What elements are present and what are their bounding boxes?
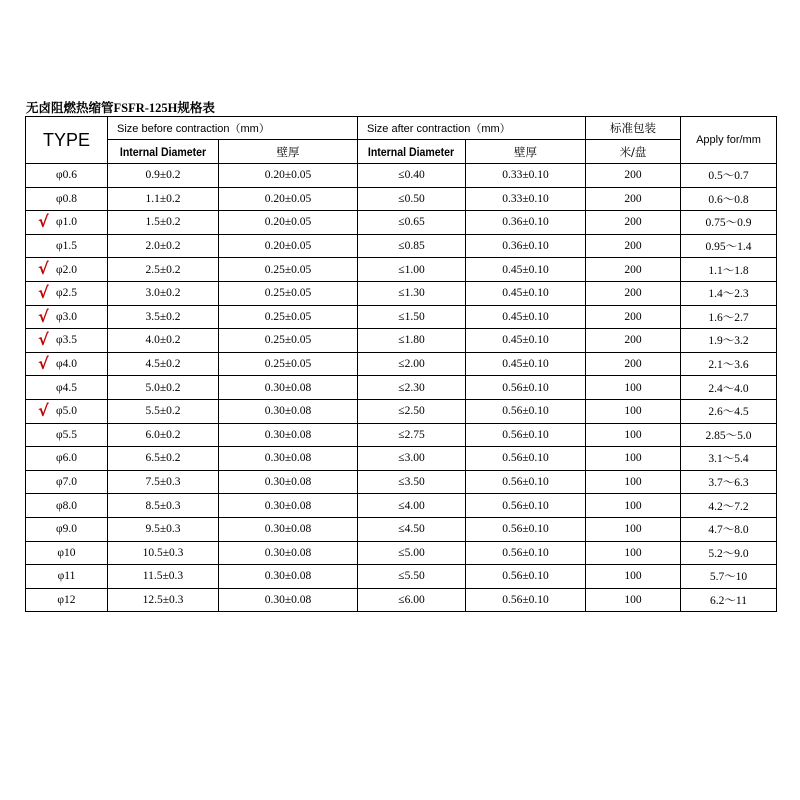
row-type [26, 565, 108, 589]
row-before-wall: 0.20±0.05 [219, 187, 358, 211]
row-type-label: φ2.5 [55, 287, 77, 300]
row-after-wall: 0.45±0.10 [466, 281, 586, 305]
row-before-wall: 0.30±0.08 [219, 565, 358, 589]
row-after-internal-diameter: ≤5.00 [358, 541, 466, 565]
header-before-wall: 壁厚 [219, 140, 358, 164]
table-row [26, 565, 777, 589]
row-standard-packing: 100 [586, 447, 681, 471]
row-after-internal-diameter: ≤1.00 [358, 258, 466, 282]
header-apply-for: Apply for/mm [681, 117, 777, 164]
row-standard-packing: 100 [586, 399, 681, 423]
row-after-wall: 0.56±0.10 [466, 447, 586, 471]
table-row [26, 329, 777, 353]
row-type-label: φ9.0 [55, 523, 77, 536]
row-before-wall: 0.30±0.08 [219, 588, 358, 612]
row-type [26, 541, 108, 565]
row-apply-for: 1.4～2.3 [681, 281, 777, 305]
row-after-internal-diameter: ≤0.40 [358, 164, 466, 188]
row-after-internal-diameter: ≤2.75 [358, 423, 466, 447]
row-standard-packing: 200 [586, 211, 681, 235]
row-type-label: φ4.5 [55, 381, 77, 394]
row-after-wall: 0.33±0.10 [466, 187, 586, 211]
row-type-label: φ2.0 [55, 263, 77, 276]
check-mark-icon: √ [38, 306, 49, 326]
row-after-wall: 0.56±0.10 [466, 399, 586, 423]
row-before-internal-diameter: 5.5±0.2 [108, 399, 219, 423]
table-row [26, 494, 777, 518]
row-standard-packing: 200 [586, 352, 681, 376]
table-row [26, 517, 777, 541]
table-row [26, 164, 777, 188]
row-after-internal-diameter: ≤1.50 [358, 305, 466, 329]
row-apply-for: 1.9～3.2 [681, 329, 777, 353]
row-before-wall: 0.30±0.08 [219, 399, 358, 423]
row-after-wall: 0.56±0.10 [466, 376, 586, 400]
header-before-internal-diameter: Internal Diameter [119, 144, 207, 159]
row-type-label: φ0.8 [55, 192, 77, 205]
row-standard-packing: 200 [586, 164, 681, 188]
table-row [26, 258, 777, 282]
header-after-wall: 壁厚 [466, 140, 586, 164]
header-pack-unit: 米/盘 [586, 140, 681, 164]
row-standard-packing: 200 [586, 234, 681, 258]
row-before-wall: 0.30±0.08 [219, 376, 358, 400]
row-standard-packing: 100 [586, 565, 681, 589]
row-standard-packing: 100 [586, 470, 681, 494]
row-before-wall: 0.25±0.05 [219, 258, 358, 282]
row-type [26, 376, 108, 400]
row-type [26, 517, 108, 541]
row-before-internal-diameter: 8.5±0.3 [108, 494, 219, 518]
row-apply-for: 0.95～1.4 [681, 234, 777, 258]
row-before-internal-diameter: 2.0±0.2 [108, 234, 219, 258]
row-after-internal-diameter: ≤1.30 [358, 281, 466, 305]
row-after-internal-diameter: ≤1.80 [358, 329, 466, 353]
row-before-wall: 0.20±0.05 [219, 164, 358, 188]
table-row [26, 376, 777, 400]
row-before-wall: 0.30±0.08 [219, 494, 358, 518]
header-size-after: Size after contraction（mm） [358, 117, 586, 140]
row-before-wall: 0.20±0.05 [219, 234, 358, 258]
row-standard-packing: 200 [586, 281, 681, 305]
row-after-internal-diameter: ≤6.00 [358, 588, 466, 612]
table-row [26, 234, 777, 258]
row-type [26, 352, 108, 376]
row-after-internal-diameter: ≤0.65 [358, 211, 466, 235]
row-type-label: φ3.0 [55, 310, 77, 323]
row-type [26, 423, 108, 447]
row-apply-for: 6.2～11 [681, 588, 777, 612]
row-type-label: φ5.0 [55, 405, 77, 418]
row-apply-for: 4.2～7.2 [681, 494, 777, 518]
check-mark-icon: √ [38, 259, 49, 279]
header-after-internal-diameter: Internal Diameter [368, 144, 455, 159]
row-apply-for: 5.7～10 [681, 565, 777, 589]
header-row-2 [26, 140, 777, 164]
row-apply-for: 2.85～5.0 [681, 423, 777, 447]
table-row [26, 541, 777, 565]
check-mark-icon: √ [38, 212, 49, 232]
row-type [26, 234, 108, 258]
row-standard-packing: 100 [586, 541, 681, 565]
table-row [26, 211, 777, 235]
row-before-internal-diameter: 6.0±0.2 [108, 423, 219, 447]
row-type [26, 305, 108, 329]
row-before-wall: 0.25±0.05 [219, 329, 358, 353]
table-row [26, 281, 777, 305]
row-after-wall: 0.56±0.10 [466, 494, 586, 518]
row-before-wall: 0.20±0.05 [219, 211, 358, 235]
row-before-wall: 0.30±0.08 [219, 541, 358, 565]
row-type-label: φ6.0 [55, 452, 77, 465]
row-type-label: φ7.0 [55, 476, 77, 489]
check-mark-icon: √ [38, 400, 49, 420]
row-standard-packing: 200 [586, 187, 681, 211]
row-standard-packing: 100 [586, 588, 681, 612]
row-after-wall: 0.56±0.10 [466, 423, 586, 447]
row-before-internal-diameter: 6.5±0.2 [108, 447, 219, 471]
table-row [26, 187, 777, 211]
row-before-internal-diameter: 2.5±0.2 [108, 258, 219, 282]
row-apply-for: 2.1～3.6 [681, 352, 777, 376]
row-after-wall: 0.36±0.10 [466, 211, 586, 235]
row-before-wall: 0.25±0.05 [219, 281, 358, 305]
row-before-internal-diameter: 1.1±0.2 [108, 187, 219, 211]
row-before-internal-diameter: 7.5±0.3 [108, 470, 219, 494]
row-type-label: φ0.6 [55, 169, 77, 182]
row-before-internal-diameter: 4.0±0.2 [108, 329, 219, 353]
row-type-label: φ8.0 [55, 499, 77, 512]
row-after-internal-diameter: ≤2.50 [358, 399, 466, 423]
row-apply-for: 1.1～1.8 [681, 258, 777, 282]
header-standard-packing: 标准包装 [586, 117, 681, 140]
row-after-wall: 0.56±0.10 [466, 565, 586, 589]
row-apply-for: 5.2～9.0 [681, 541, 777, 565]
row-apply-for: 1.6～2.7 [681, 305, 777, 329]
row-before-internal-diameter: 1.5±0.2 [108, 211, 219, 235]
row-before-wall: 0.30±0.08 [219, 447, 358, 471]
row-type [26, 211, 108, 235]
row-apply-for: 4.7～8.0 [681, 517, 777, 541]
row-type [26, 258, 108, 282]
row-after-wall: 0.45±0.10 [466, 352, 586, 376]
row-before-wall: 0.30±0.08 [219, 423, 358, 447]
row-after-wall: 0.45±0.10 [466, 305, 586, 329]
header-row-1 [26, 117, 777, 140]
row-before-internal-diameter: 3.5±0.2 [108, 305, 219, 329]
row-after-internal-diameter: ≤2.00 [358, 352, 466, 376]
row-type [26, 588, 108, 612]
row-type [26, 164, 108, 188]
row-type-label: φ1.5 [55, 240, 77, 253]
row-after-wall: 0.36±0.10 [466, 234, 586, 258]
row-after-internal-diameter: ≤5.50 [358, 565, 466, 589]
row-after-wall: 0.56±0.10 [466, 517, 586, 541]
row-after-wall: 0.56±0.10 [466, 588, 586, 612]
table-row [26, 352, 777, 376]
table-row [26, 588, 777, 612]
table-title: 无卤阻燃热缩管FSFR-125H规格表 [26, 101, 215, 115]
header-size-before: Size before contraction（mm） [108, 117, 358, 140]
row-before-wall: 0.25±0.05 [219, 305, 358, 329]
row-type [26, 329, 108, 353]
row-apply-for: 0.5～0.7 [681, 164, 777, 188]
row-type [26, 447, 108, 471]
table-row [26, 305, 777, 329]
row-after-internal-diameter: ≤0.50 [358, 187, 466, 211]
row-before-wall: 0.30±0.08 [219, 470, 358, 494]
row-standard-packing: 200 [586, 305, 681, 329]
header-after-internal-diameter-cell [358, 140, 466, 164]
row-type [26, 494, 108, 518]
row-standard-packing: 100 [586, 517, 681, 541]
row-standard-packing: 200 [586, 329, 681, 353]
row-before-internal-diameter: 5.0±0.2 [108, 376, 219, 400]
row-after-wall: 0.56±0.10 [466, 541, 586, 565]
row-type [26, 470, 108, 494]
row-before-internal-diameter: 3.0±0.2 [108, 281, 219, 305]
row-type-label: φ11 [57, 570, 76, 583]
row-after-internal-diameter: ≤0.85 [358, 234, 466, 258]
row-apply-for: 2.6～4.5 [681, 399, 777, 423]
row-after-internal-diameter: ≤4.50 [358, 517, 466, 541]
table-row [26, 423, 777, 447]
table-row [26, 470, 777, 494]
header-before-internal-diameter-cell [108, 140, 219, 164]
table-row [26, 447, 777, 471]
row-apply-for: 3.7～6.3 [681, 470, 777, 494]
row-after-internal-diameter: ≤4.00 [358, 494, 466, 518]
row-standard-packing: 100 [586, 494, 681, 518]
row-apply-for: 3.1～5.4 [681, 447, 777, 471]
check-mark-icon: √ [38, 282, 49, 302]
row-apply-for: 0.75～0.9 [681, 211, 777, 235]
row-before-internal-diameter: 4.5±0.2 [108, 352, 219, 376]
row-after-internal-diameter: ≤3.50 [358, 470, 466, 494]
row-after-internal-diameter: ≤2.30 [358, 376, 466, 400]
header-type: TYPE [26, 117, 108, 164]
row-before-internal-diameter: 11.5±0.3 [108, 565, 219, 589]
row-type-label: φ3.5 [55, 334, 77, 347]
row-type-label: φ4.0 [55, 358, 77, 371]
row-type-label: φ12 [57, 593, 76, 606]
check-mark-icon: √ [38, 353, 49, 373]
row-type-label: φ1.0 [55, 216, 77, 229]
row-after-wall: 0.45±0.10 [466, 258, 586, 282]
row-type-label: φ10 [57, 546, 76, 559]
row-type [26, 399, 108, 423]
row-standard-packing: 100 [586, 376, 681, 400]
check-mark-icon: √ [38, 330, 49, 350]
row-before-internal-diameter: 0.9±0.2 [108, 164, 219, 188]
row-after-wall: 0.45±0.10 [466, 329, 586, 353]
spec-table [25, 116, 777, 612]
row-after-wall: 0.33±0.10 [466, 164, 586, 188]
row-before-internal-diameter: 12.5±0.3 [108, 588, 219, 612]
row-before-wall: 0.25±0.05 [219, 352, 358, 376]
row-type [26, 187, 108, 211]
row-apply-for: 0.6～0.8 [681, 187, 777, 211]
row-apply-for: 2.4～4.0 [681, 376, 777, 400]
row-before-internal-diameter: 10.5±0.3 [108, 541, 219, 565]
row-type [26, 281, 108, 305]
table-body [26, 164, 777, 612]
row-before-internal-diameter: 9.5±0.3 [108, 517, 219, 541]
row-type-label: φ5.5 [55, 428, 77, 441]
row-standard-packing: 100 [586, 423, 681, 447]
row-after-wall: 0.56±0.10 [466, 470, 586, 494]
row-after-internal-diameter: ≤3.00 [358, 447, 466, 471]
table-row [26, 399, 777, 423]
row-standard-packing: 200 [586, 258, 681, 282]
row-before-wall: 0.30±0.08 [219, 517, 358, 541]
